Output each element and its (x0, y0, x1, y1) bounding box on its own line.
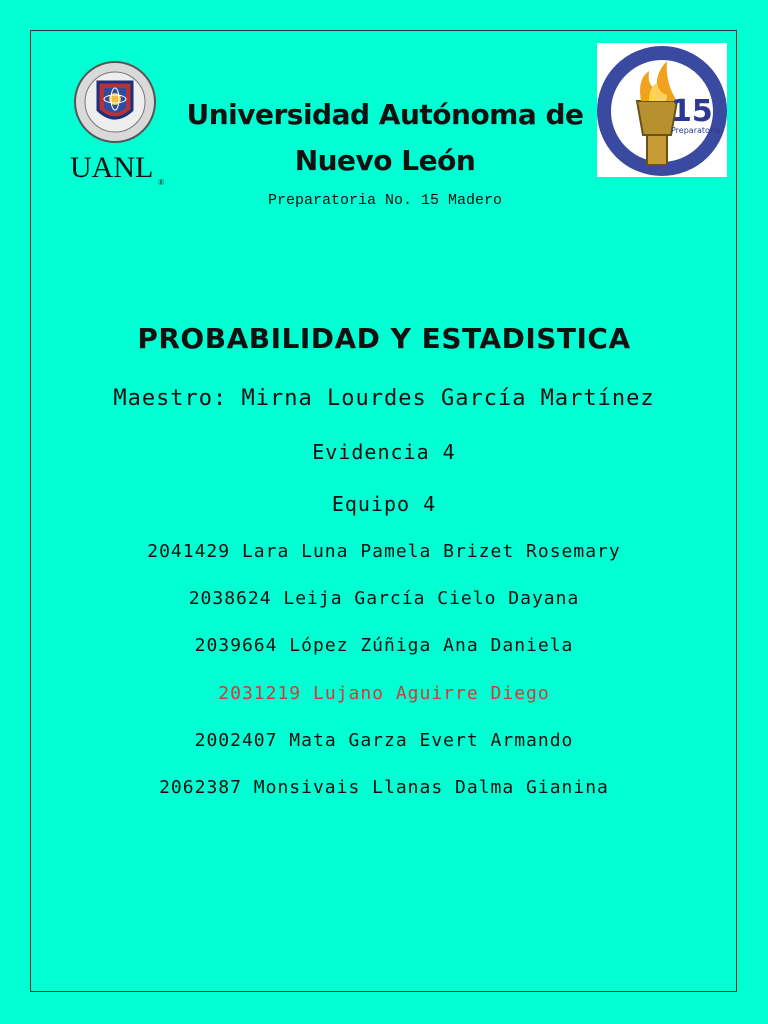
university-title (150, 92, 620, 184)
member-item: 2038624 Leija García Cielo Dayana (188, 588, 580, 609)
university-title-line2: Nuevo León (294, 144, 476, 177)
member-item-highlighted: 2031219 Lujano Aguirre Diego (218, 683, 550, 704)
team-label: Equipo 4 (331, 492, 437, 516)
preparatoria-name: Preparatoria No. 15 Madero (267, 192, 503, 209)
member-item: 2039664 López Zúñiga Ana Daniela (194, 635, 574, 656)
evidence-label: Evidencia 4 (312, 440, 456, 464)
svg-text:®: ® (158, 178, 165, 187)
member-item: 2062387 Monsivais Llanas Dalma Gianina (159, 777, 609, 798)
subject-title: PROBABILIDAD Y ESTADISTICA (137, 322, 631, 355)
university-title-line1: Universidad Autónoma de (186, 98, 584, 131)
logo-number: 15 (671, 94, 713, 129)
member-item: 2002407 Mata Garza Evert Armando (194, 730, 574, 751)
uanl-logo-text: UANL (70, 151, 154, 184)
logo-label: Preparatoria (671, 126, 721, 135)
teacher-name: Maestro: Mirna Lourdes García Martínez (113, 386, 655, 411)
member-item: 2041429 Lara Luna Pamela Brizet Rosemary (147, 541, 621, 562)
